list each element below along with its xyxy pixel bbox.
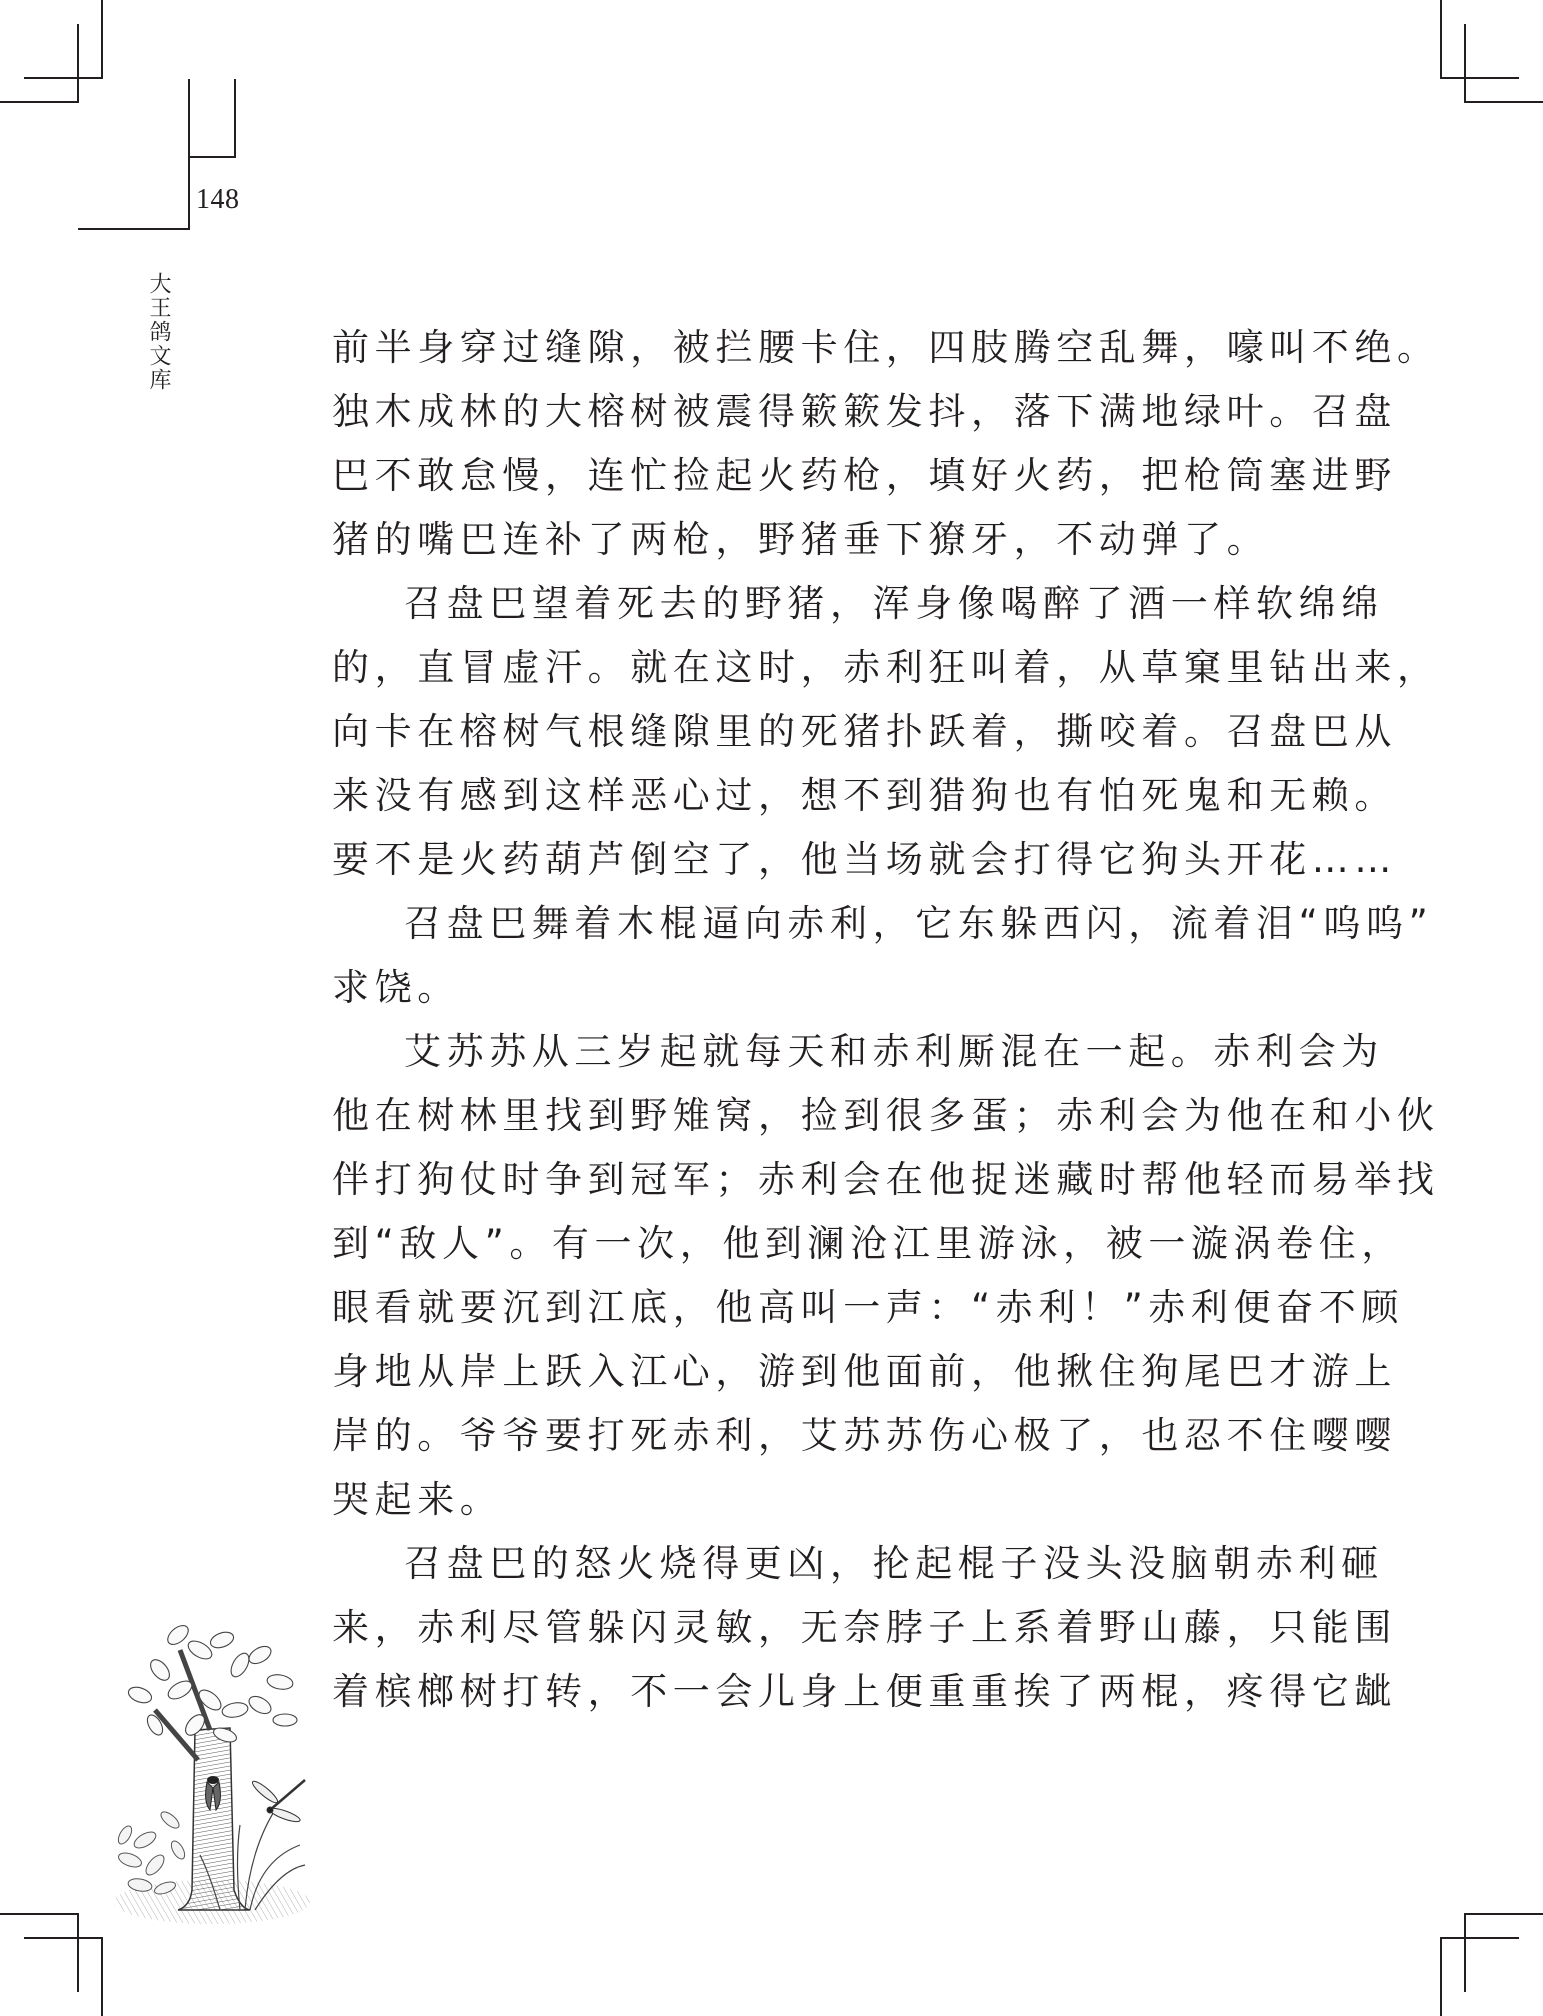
text-line: 要不是火药葫芦倒空了，他当场就会打得它狗头开花…… xyxy=(332,838,1397,881)
header-rule xyxy=(188,156,236,158)
text-line: 巴不敢怠慢，连忙捡起火药枪，填好火药，把枪筒塞进野 xyxy=(332,454,1397,497)
crop-mark xyxy=(0,101,79,103)
text-line: 哭起来。 xyxy=(332,1478,503,1521)
crop-mark xyxy=(1464,1913,1466,1992)
tree-illustration xyxy=(100,1610,320,1930)
crop-mark xyxy=(1440,1937,1519,1939)
text-line: 召盘巴的怒火烧得更凶，抡起棍子没头没脑朝赤利砸 xyxy=(404,1542,1384,1585)
body-text xyxy=(332,316,1440,1724)
text-line: 猪的嘴巴连补了两枪，野猪垂下獠牙，不动弹了。 xyxy=(332,518,1270,561)
text-line: 求饶。 xyxy=(332,966,460,1009)
text-line: 向卡在榕树气根缝隙里的死猪扑跃着，撕咬着。召盘巴从 xyxy=(332,710,1397,753)
text-line: 来，赤利尽管躲闪灵敏，无奈脖子上系着野山藤，只能围 xyxy=(332,1606,1397,1649)
text-line: 召盘巴望着死去的野猪，浑身像喝醉了酒一样软绵绵 xyxy=(404,582,1384,625)
text-line: 身地从岸上跃入江心，游到他面前，他揪住狗尾巴才游上 xyxy=(332,1350,1397,1393)
text-line: 前半身穿过缝隙，被拦腰卡住，四肢腾空乱舞，嚎叫不绝。 xyxy=(332,326,1440,369)
crop-mark xyxy=(24,77,103,79)
crop-mark xyxy=(0,1913,79,1915)
text-line: 来没有感到这样恶心过，想不到猎狗也有怕死鬼和无赖。 xyxy=(332,774,1397,817)
header-rule xyxy=(188,79,190,230)
text-line: 伴打狗仗时争到冠军；赤利会在他捉迷藏时帮他轻而易举找 xyxy=(332,1158,1440,1201)
crop-mark xyxy=(1464,101,1543,103)
crop-mark xyxy=(1440,1937,1442,2016)
tree-sketch-icon xyxy=(100,1610,320,1930)
crop-mark xyxy=(101,0,103,79)
text-line: 艾苏苏从三岁起就每天和赤利厮混在一起。赤利会为 xyxy=(404,1030,1384,1073)
text-line: 他在树林里找到野雉窝，捡到很多蛋；赤利会为他在和小伙 xyxy=(332,1094,1440,1137)
text-line: 召盘巴舞着木棍逼向赤利，它东躲西闪，流着泪“呜呜” xyxy=(404,902,1434,945)
text-line: 独木成林的大榕树被震得簌簌发抖，落下满地绿叶。召盘 xyxy=(332,390,1397,433)
page-number: 148 xyxy=(196,184,240,215)
header-rule xyxy=(78,228,190,230)
header-rule xyxy=(234,79,236,158)
text-line: 着槟榔树打转，不一会儿身上便重重挨了两棍，疼得它龇 xyxy=(332,1670,1397,1713)
crop-mark xyxy=(77,1913,79,1992)
crop-mark xyxy=(1464,1913,1543,1915)
crop-mark xyxy=(1464,24,1466,103)
crop-mark xyxy=(77,24,79,103)
crop-mark xyxy=(24,1937,103,1939)
text-line: 眼看就要沉到江底，他高叫一声：“赤利！”赤利便奋不顾 xyxy=(332,1286,1404,1329)
crop-mark xyxy=(101,1937,103,2016)
crop-mark xyxy=(1440,77,1519,79)
crop-mark xyxy=(1440,0,1442,79)
text-line: 岸的。爷爷要打死赤利，艾苏苏伤心极了，也忍不住嘤嘤 xyxy=(332,1414,1397,1457)
text-line: 到“敌人”。有一次，他到澜沧江里游泳，被一漩涡卷住， xyxy=(332,1222,1404,1265)
text-line: 的，直冒虚汗。就在这时，赤利狂叫着，从草窠里钻出来， xyxy=(332,646,1440,689)
series-label: 大王鸽文库 xyxy=(146,272,171,392)
dragonfly-icon xyxy=(250,1779,305,1825)
